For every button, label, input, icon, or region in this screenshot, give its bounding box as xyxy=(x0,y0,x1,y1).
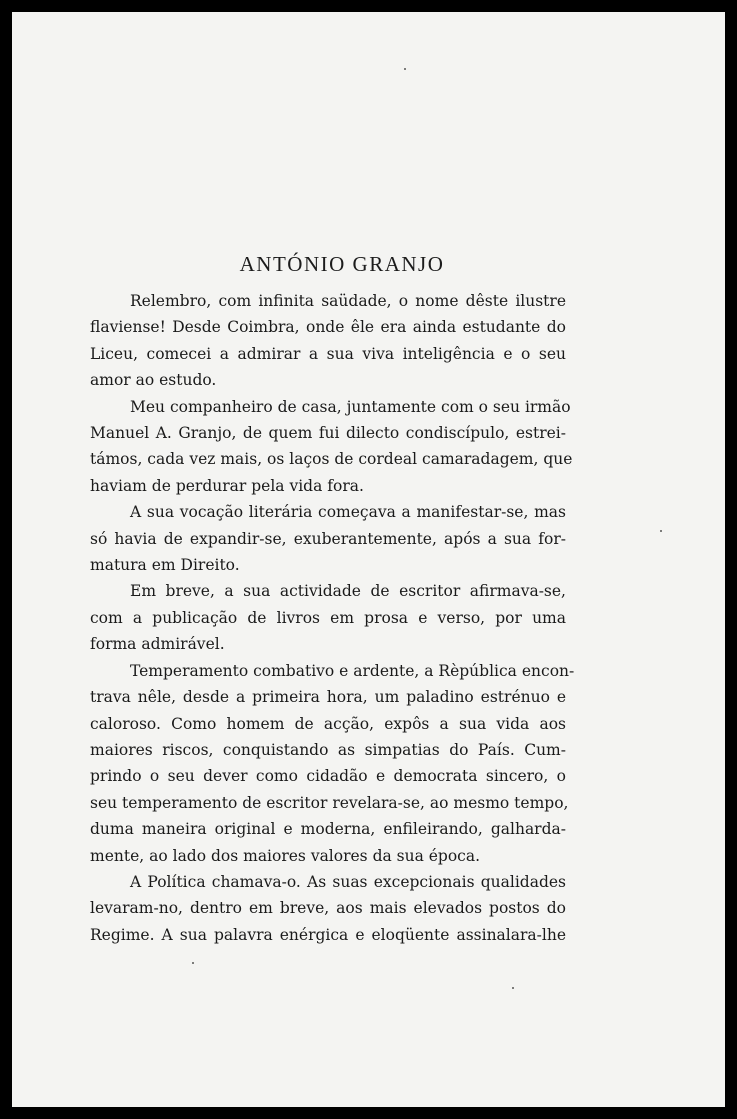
body-text xyxy=(90,288,575,948)
text-line: A Política chamava-o. As suas excepcionais qualidades xyxy=(130,872,566,891)
text-line: Manuel A. Granjo, de quem fui dilecto condiscípulo, estrei- xyxy=(90,424,566,443)
text-line: flaviense! Desde Coimbra, onde êle era ainda estudante do xyxy=(90,318,566,337)
paragraph xyxy=(90,578,566,657)
text-line: támos, cada vez mais, os laços de cordeal camaradagem, que xyxy=(90,450,573,469)
text-line: amor ao estudo. xyxy=(90,371,217,390)
text-line: matura em Direito. xyxy=(90,556,240,575)
text-line: A sua vocação literária começava a manifestar-se, mas xyxy=(130,503,566,522)
text-line: caloroso. Como homem de acção, expôs a sua vida aos xyxy=(90,714,566,733)
ink-speck xyxy=(404,68,406,70)
paragraph xyxy=(90,288,566,394)
text-line: maiores riscos, conquistando as simpatias do País. Cum- xyxy=(90,740,566,759)
page-title: ANTÓNIO GRANJO xyxy=(239,252,445,276)
text-line: Relembro, com infinita saüdade, o nome dêste ilustre xyxy=(130,292,566,310)
text-line: trava nêle, desde a primeira hora, um paladino estrénuo e xyxy=(90,688,566,707)
text-line: Em breve, a sua actividade de escritor afirmava-se, xyxy=(130,582,566,601)
scanned-page xyxy=(12,12,725,1107)
text-line: prindo o seu dever como cidadão e democrata sincero, o xyxy=(90,767,566,786)
text-line: mente, ao lado dos maiores valores da sua época. xyxy=(90,846,481,865)
paragraph xyxy=(90,658,575,869)
text-line: só havia de expandir-se, exuberantemente, após a sua for- xyxy=(90,529,566,548)
text-line: Liceu, comecei a admirar a sua viva inteligência e o seu xyxy=(90,344,566,363)
text-line: forma admirável. xyxy=(90,635,225,654)
paragraph xyxy=(90,499,566,578)
text-line: levaram-no, dentro em breve, aos mais elevados postos do xyxy=(90,899,566,918)
ink-speck xyxy=(660,530,662,532)
text-line: Meu companheiro de casa, juntamente com o seu irmão xyxy=(130,397,571,416)
ink-speck xyxy=(192,962,194,964)
text-line: Temperamento combativo e ardente, a Rèpública encon- xyxy=(130,661,575,680)
text-line: Regime. A sua palavra enérgica e eloqüente assinalara-lhe xyxy=(90,925,566,944)
text-line: haviam de perdurar pela vida fora. xyxy=(90,476,364,495)
ink-speck xyxy=(512,987,514,989)
text-line: com a publicação de livros em prosa e verso, por uma xyxy=(90,608,566,627)
text-line: seu temperamento de escritor revelara-se, ao mesmo tempo, xyxy=(90,793,569,812)
paragraph xyxy=(90,394,573,500)
paragraph xyxy=(90,869,566,948)
text-line: duma maneira original e moderna, enfileirando, galharda- xyxy=(90,820,566,839)
